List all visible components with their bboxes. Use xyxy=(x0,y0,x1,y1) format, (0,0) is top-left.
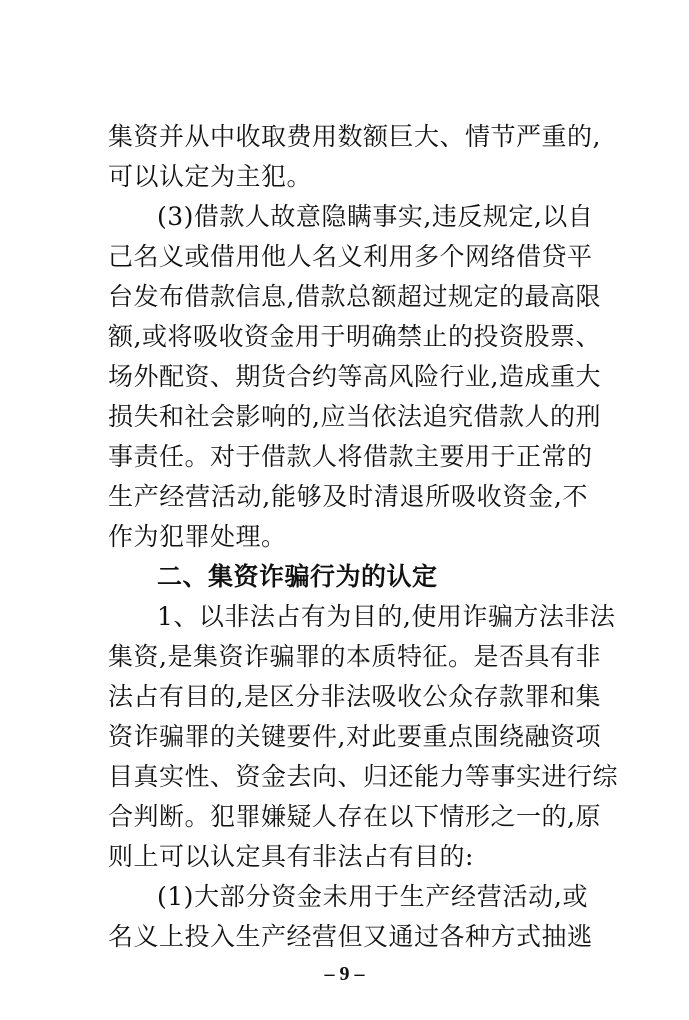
section-heading: 二、集资诈骗行为的认定 xyxy=(157,562,438,591)
text-line: 则上可以认定具有非法占有目的: xyxy=(108,842,474,871)
text-line: 资诈骗罪的关键要件,对此要重点围绕融资项 xyxy=(108,722,601,751)
text-line: 生产经营活动,能够及时清退所吸收资金,不 xyxy=(108,482,588,511)
text-line: 己名义或借用他人名义利用多个网络借贷平 xyxy=(108,242,593,271)
text-line: 可以认定为主犯。 xyxy=(108,162,313,191)
text-line: 集资并从中收取费用数额巨大、情节严重的, xyxy=(108,122,601,151)
text-line: 名义上投入生产经营但又通过各种方式抽逃 xyxy=(108,922,593,951)
text-line: (1)大部分资金未用于生产经营活动,或 xyxy=(157,882,588,911)
text-line: 损失和社会影响的,应当依法追究借款人的刑 xyxy=(108,402,601,431)
text-line: 合判断。犯罪嫌疑人存在以下情形之一的,原 xyxy=(108,802,601,831)
text-line: 作为犯罪处理。 xyxy=(108,522,287,551)
page-number: – 9 – xyxy=(324,963,365,985)
text-line: (3)借款人故意隐瞒事实,违反规定,以自 xyxy=(157,202,594,231)
text-line: 1、以非法占有为目的,使用诈骗方法非法 xyxy=(157,602,616,631)
text-line: 额,或将吸收资金用于明确禁止的投资股票、 xyxy=(108,322,601,351)
text-line: 台发布借款信息,借款总额超过规定的最高限 xyxy=(108,282,601,311)
text-line: 目真实性、资金去向、归还能力等事实进行综 xyxy=(108,762,619,791)
text-line: 场外配资、期货合约等高风险行业,造成重大 xyxy=(108,362,601,391)
text-line: 事责任。对于借款人将借款主要用于正常的 xyxy=(108,442,593,471)
text-line: 法占有目的,是区分非法吸收公众存款罪和集 xyxy=(108,682,601,711)
text-line: 集资,是集资诈骗罪的本质特征。是否具有非 xyxy=(108,642,601,671)
